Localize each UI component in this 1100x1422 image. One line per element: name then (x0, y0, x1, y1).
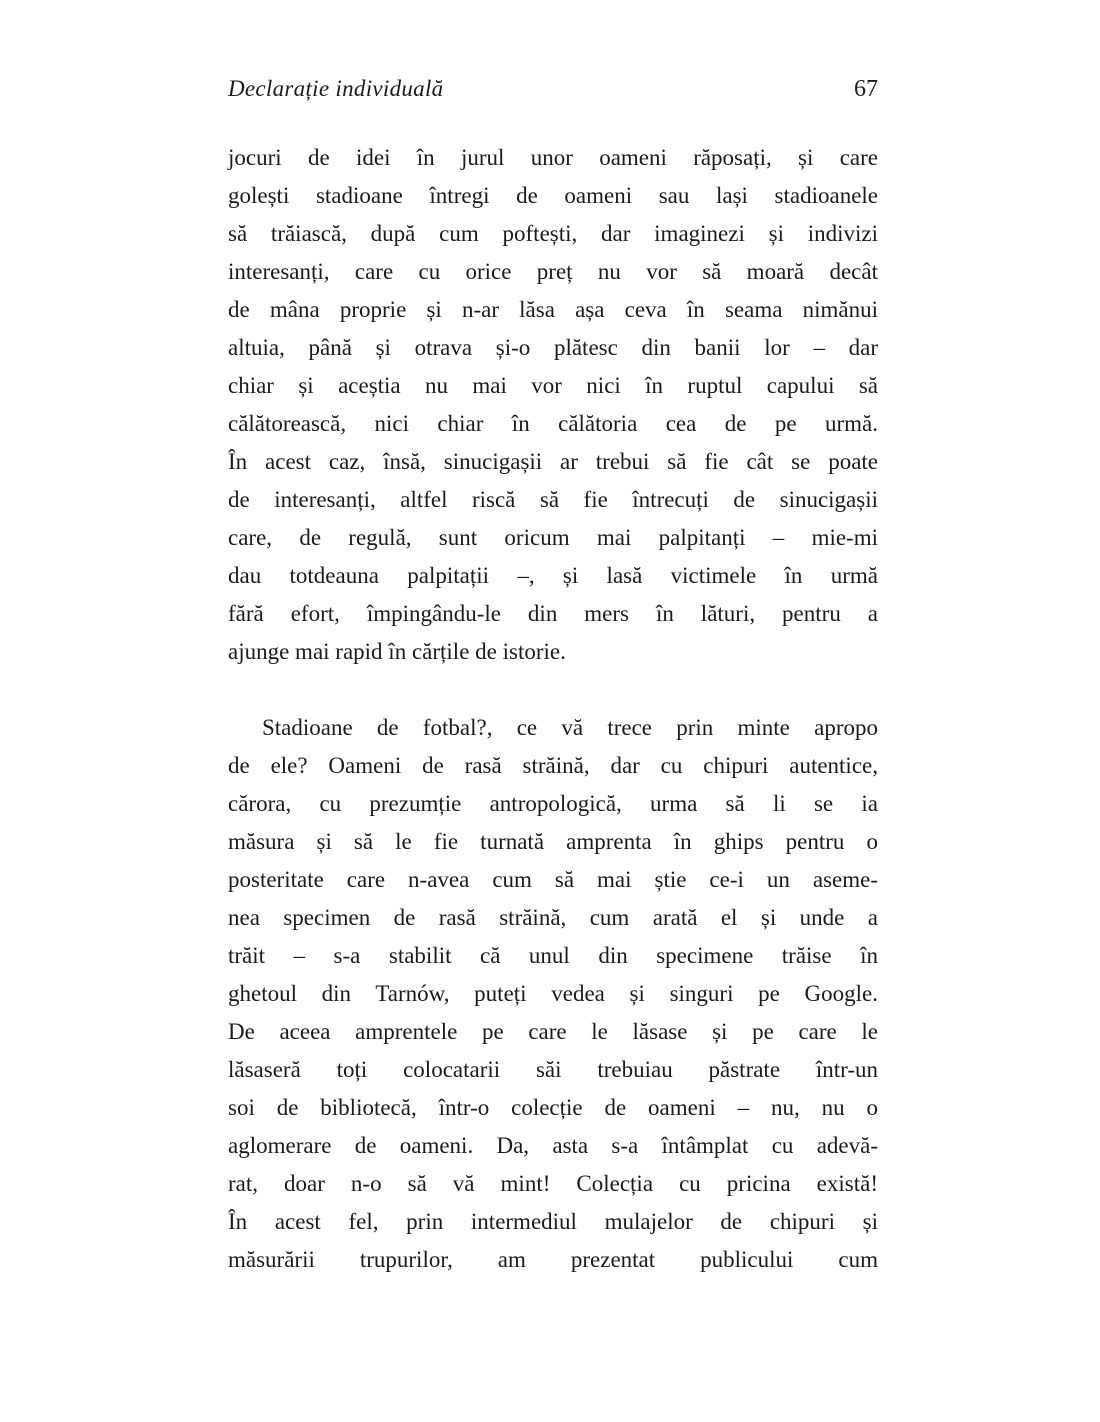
text-line: ghetoul din Tarnów, puteți vedea și singuri pe Google. (228, 981, 878, 1006)
text-block (228, 139, 878, 1279)
text-line: ajunge mai rapid în cărțile de istorie. (228, 639, 566, 664)
paragraph (228, 709, 878, 1279)
text-line: jocuri de idei în jurul unor oameni răposați, și care (228, 145, 878, 170)
page-number: 67 (854, 76, 878, 102)
text-line: de mâna proprie și n-ar lăsa așa ceva în seama nimănui (228, 297, 878, 322)
running-header-title: Declarație individuală (228, 76, 444, 101)
text-line: călătorească, nici chiar în călătoria cea de pe urmă. (228, 411, 878, 436)
text-line: nea specimen de rasă străină, cum arată el și unde a (228, 905, 878, 930)
text-line: aglomerare de oameni. Da, asta s-a întâmplat cu adevă- (228, 1133, 878, 1158)
text-line: De aceea amprentele pe care le lăsase și pe care le (228, 1019, 878, 1044)
text-line: În acest fel, prin intermediul mulajelor de chipuri și (228, 1209, 878, 1234)
text-line: lăsaseră toți colocatarii săi trebuiau păstrate într-un (228, 1057, 878, 1082)
text-line: dau totdeauna palpitații –, și lasă victimele în urmă (228, 563, 878, 588)
text-line: care, de regulă, sunt oricum mai palpitanți – mie-mi (228, 525, 878, 550)
text-line: altuia, până și otrava și-o plătesc din banii lor – dar (228, 335, 878, 360)
text-line: În acest caz, însă, sinucigașii ar trebui să fie cât se poate (228, 449, 878, 474)
text-line: interesanți, care cu orice preț nu vor să moară decât (228, 259, 878, 284)
text-line: soi de bibliotecă, într-o colecție de oameni – nu, nu o (228, 1095, 878, 1120)
text-line: Stadioane de fotbal?, ce vă trece prin minte apropo (262, 715, 878, 740)
text-line: golești stadioane întregi de oameni sau lași stadioanele (228, 183, 878, 208)
running-header (228, 76, 878, 103)
text-line: cărora, cu prezumție antropologică, urma să li se ia (228, 791, 878, 816)
text-line: trăit – s-a stabilit că unul din specimene trăise în (228, 943, 878, 968)
text-line: chiar și aceștia nu mai vor nici în ruptul capului să (228, 373, 878, 398)
text-line: fără efort, împingându-le din mers în lături, pentru a (228, 601, 878, 626)
text-column (228, 76, 878, 1279)
text-line: să trăiască, după cum poftești, dar imaginezi și indivizi (228, 221, 878, 246)
text-line: rat, doar n-o să vă mint! Colecția cu pricina există! (228, 1171, 878, 1196)
text-line: de ele? Oameni de rasă străină, dar cu chipuri autentice, (228, 753, 878, 778)
text-line: de interesanți, altfel riscă să fie întrecuți de sinucigașii (228, 487, 878, 512)
text-line: posteritate care n-avea cum să mai știe ce-i un aseme- (228, 867, 878, 892)
text-line: măsura și să le fie turnată amprenta în ghips pentru o (228, 829, 878, 854)
paragraph (228, 139, 878, 671)
text-line: măsurării trupurilor, am prezentat publicului cum (228, 1247, 878, 1272)
